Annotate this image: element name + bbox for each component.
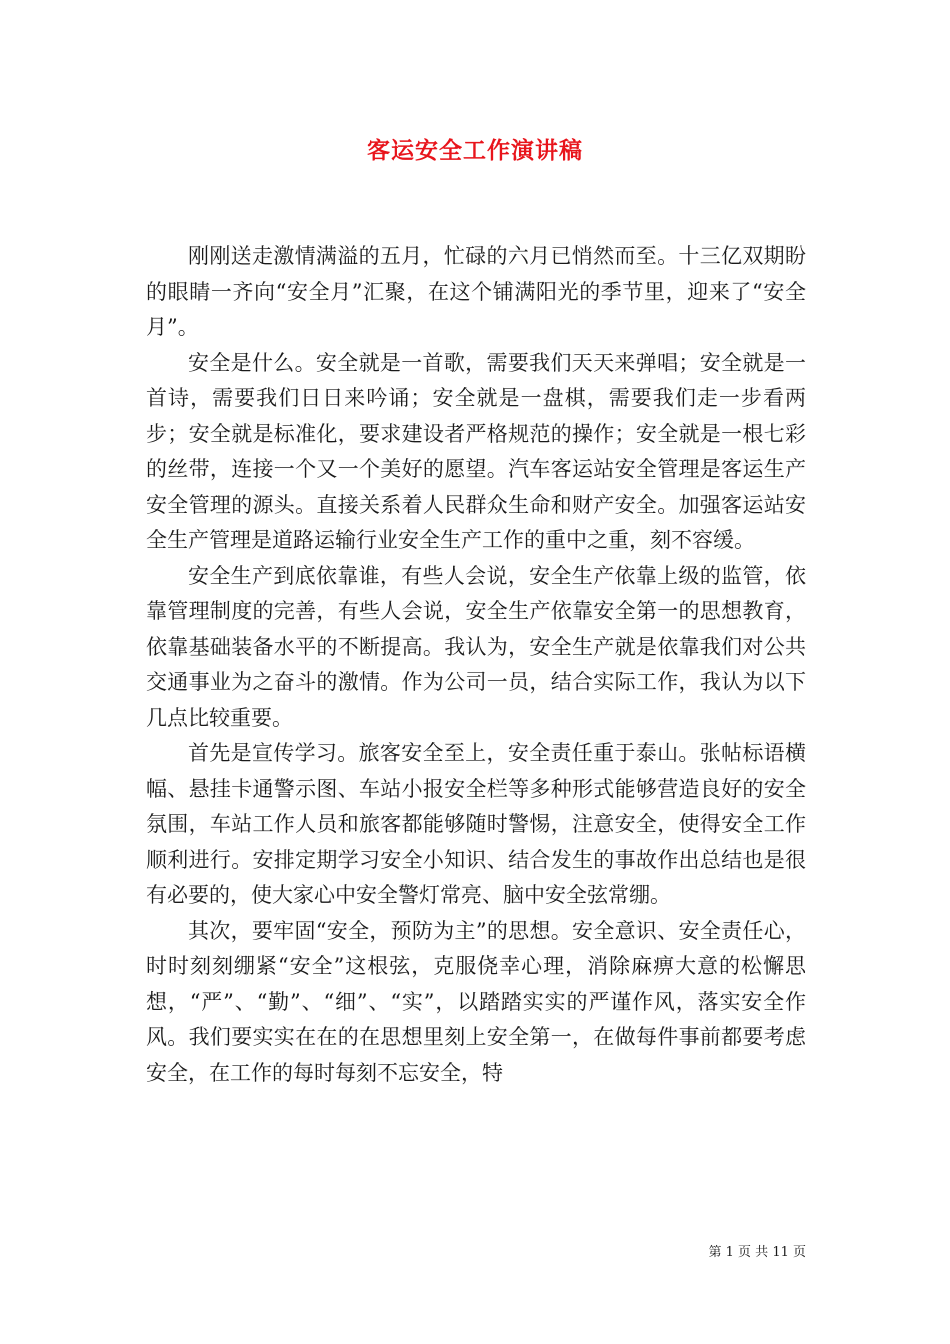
paragraph-3: 安全生产到底依靠谁，有些人会说，安全生产依靠上级的监管，依靠管理制度的完善，有些人会说，安全生产依靠安全第一的思想教育，依靠基础装备水平的不断提高。我认为，安全生产就是依靠我们对公共交通事业为之奋斗的激情。作为公司一员，结合实际工作，我认为以下几点比较重要。 [146, 563, 806, 730]
paragraph-2: 安全是什么。安全就是一首歌，需要我们天天来弹唱；安全就是一首诗，需要我们日日来吟诵；安全就是一盘棋，需要我们走一步看两步；安全就是标准化，要求建设者严格规范的操作；安全就是一根七彩的丝带，连接一个又一个美好的愿望。汽车客运站安全管理是客运生产安全管理的源头。直接关系着人民群众生命和财产安全。加强客运站安全生产管理是道路运输行业安全生产工作的重中之重，刻不容缓。 [146, 350, 806, 552]
document-body [146, 239, 806, 1091]
paragraph-5: 其次，要牢固“安全，预防为主”的思想。安全意识、安全责任心，时时刻刻绷紧“安全”这根弦，克服侥幸心理，消除麻痹大意的松懈思想，“严”、“勤”、“细”、“实”，以踏踏实实的严谨作风，落实安全作风。我们要实实在在的在思想里刻上安全第一，在做每件事前都要考虑安全，在工作的每时每刻不忘安全，特 [146, 918, 806, 1085]
paragraph-1: 刚刚送走激情满溢的五月，忙碌的六月已悄然而至。十三亿双期盼的眼睛一齐向“安全月”汇聚，在这个铺满阳光的季节里，迎来了“安全月”。 [146, 244, 806, 339]
document-title: 客运安全工作演讲稿 [367, 137, 583, 164]
page-number-footer: 第 1 页 共 11 页 [708, 1245, 806, 1260]
paragraph-4: 首先是宣传学习。旅客安全至上，安全责任重于泰山。张帖标语横幅、悬挂卡通警示图、车站小报安全栏等多种形式能够营造良好的安全氛围，车站工作人员和旅客都能够随时警惕，注意安全，使得安全工作顺利进行。安排定期学习安全小知识、结合发生的事故作出总结也是很有必要的，使大家心中安全警灯常亮、脑中安全弦常绷。 [146, 741, 806, 907]
